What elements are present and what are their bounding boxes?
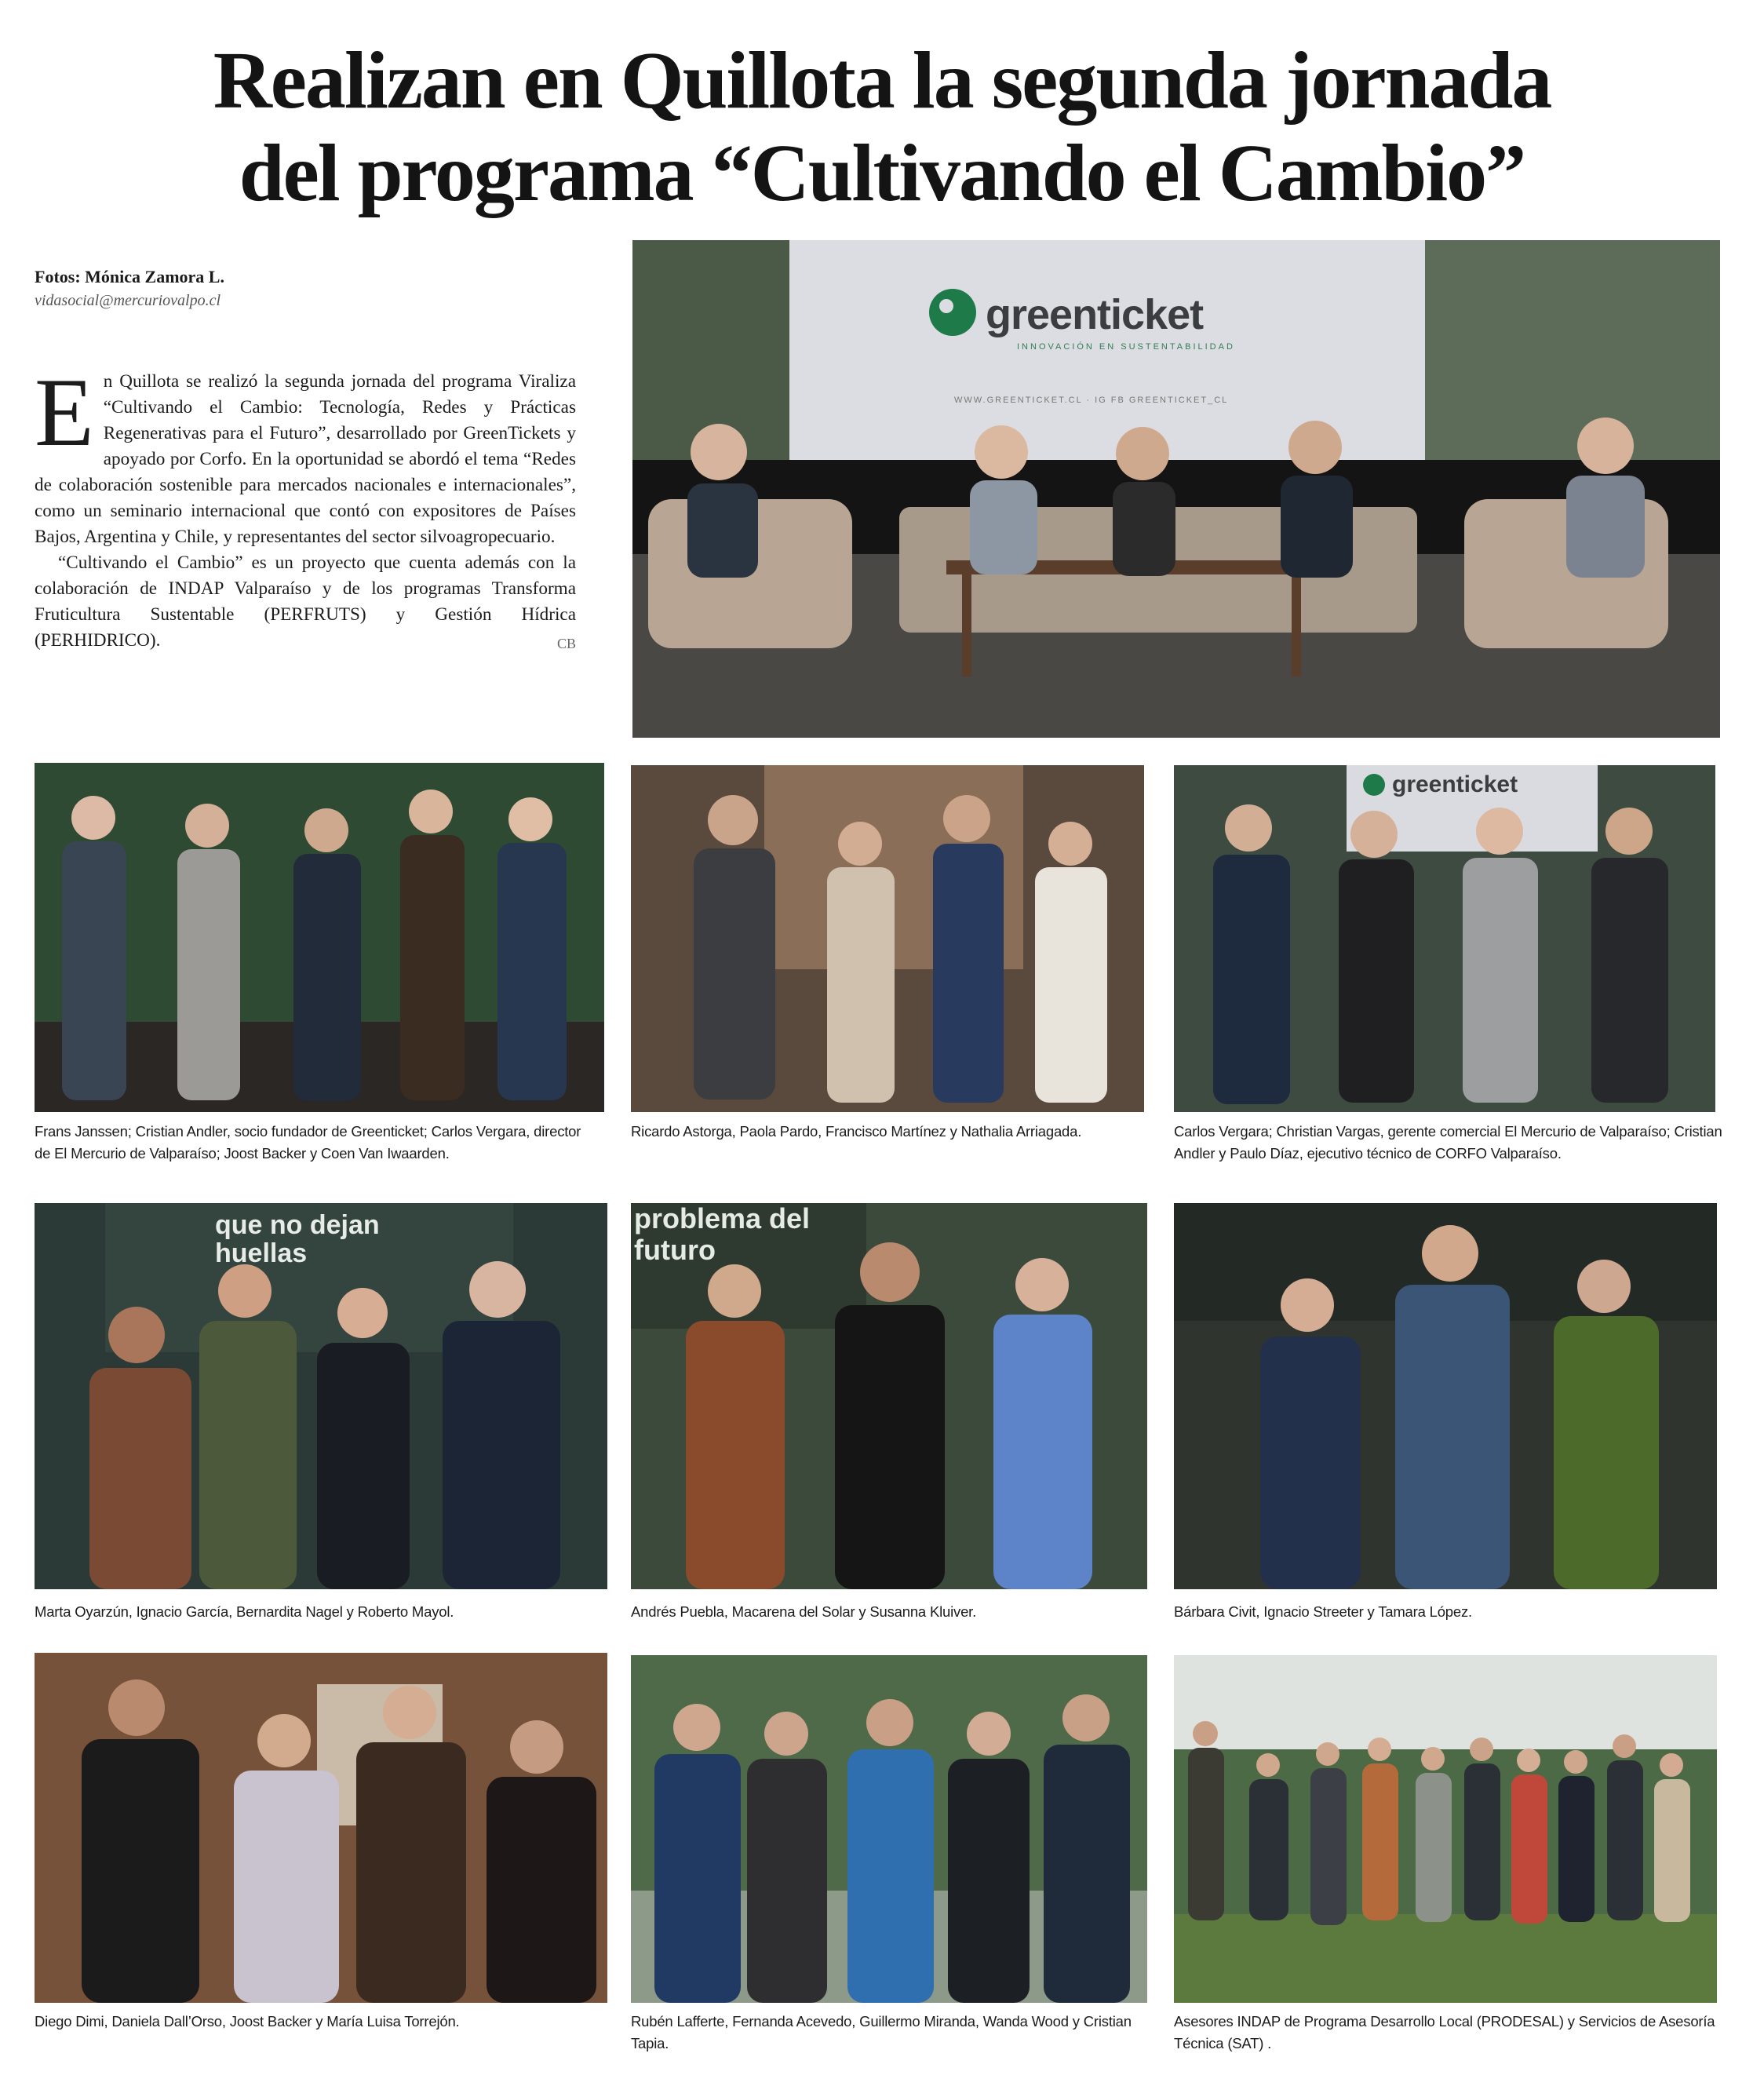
group-illustration-6 [1174, 1203, 1717, 1589]
group-photo-1 [35, 763, 604, 1112]
photographer-credit: Fotos: Mónica Zamora L. [35, 267, 224, 286]
group-photo-6 [1174, 1203, 1717, 1589]
group-photo-2 [631, 765, 1144, 1112]
photo-caption-8: Rubén Lafferte, Fernanda Acevedo, Guillermo Miranda, Wanda Wood y Cristian Tapia. [631, 2013, 1132, 2051]
screen-text-5: problema del futuro [634, 1203, 811, 1266]
photo-caption-3: Carlos Vergara; Christian Vargas, gerente comercial El Mercurio de Valparaíso; Cristian Andler y Paulo Díaz, ejecutivo técnico de CORFO Valparaíso. [1174, 1123, 1722, 1162]
group-photo-4 [35, 1203, 607, 1589]
screen-tagline: INNOVACIÓN EN SUSTENTABILIDAD [1017, 342, 1235, 352]
article-paragraph-2 [35, 550, 576, 654]
group-photo-9 [1174, 1655, 1717, 2003]
screen-text-4: que no dejan huellas [215, 1210, 380, 1268]
main-panel-photo [632, 240, 1720, 738]
headline-line-2: del programa “Cultivando el Cambio” [239, 128, 1525, 218]
screen-footer: WWW.GREENTICKET.CL · IG FB GREENTICKET_CL [954, 396, 1229, 405]
photo-caption-2: Ricardo Astorga, Paola Pardo, Francisco Martínez y Nathalia Arriagada. [631, 1123, 1082, 1140]
group-photo-7 [35, 1653, 607, 2003]
photo-caption-1: Frans Janssen; Cristian Andler, socio fundador de Greenticket; Carlos Vergara, director de El Mercurio de Valparaíso; Joost Backer y Coen Van Iwaarden. [35, 1123, 581, 1162]
photo-caption-5: Andrés Puebla, Macarena del Solar y Susanna Kluiver. [631, 1603, 977, 1620]
group-illustration-2 [631, 765, 1144, 1112]
headline [0, 35, 1764, 220]
group-illustration-9 [1174, 1655, 1717, 2003]
group-illustration-3 [1174, 765, 1715, 1112]
article-paragraph-1 [35, 359, 576, 550]
headline-line-1: Realizan en Quillota la segunda jornada [213, 35, 1551, 126]
end-mark: CB [556, 636, 576, 651]
photo-caption-6: Bárbara Civit, Ignacio Streeter y Tamara López. [1174, 1603, 1472, 1620]
photo-caption-7: Diego Dimi, Daniela Dall’Orso, Joost Backer y María Luisa Torrejón. [35, 2013, 460, 2030]
paragraph-2-text: “Cultivando el Cambio” es un proyecto que cuenta además con la colaboración de INDAP Valparaíso y de los programas Transforma Fruticultura Sustentable (PERFRUTS) y Gestión Hídrica (PERHIDRICO). [35, 553, 576, 651]
article-body [35, 359, 576, 657]
group-photo-5 [631, 1203, 1147, 1589]
photo-caption-4: Marta Oyarzún, Ignacio García, Bernardita Nagel y Roberto Mayol. [35, 1603, 454, 1620]
group-illustration-8 [631, 1655, 1147, 2003]
photo-caption-9: Asesores INDAP de Programa Desarrollo Local (PRODESAL) y Servicios de Asesoría Técnica (SAT) . [1174, 2013, 1715, 2051]
group-photo-3 [1174, 765, 1715, 1112]
group-illustration-1 [35, 763, 604, 1112]
paragraph-1-text: n Quillota se realizó la segunda jornada del programa Viraliza “Cultivando el Cambio: Tecnología, Redes y Prácticas Regenerativas para el Futuro”, desarrollado por GreenTickets y apoyado por Corfo. En la oportunidad se abordó el tema “Redes de colaboración sostenible para mercados nacionales e internacionales”, como un seminario internacional que contó con expositores de Países Bajos, Argentina y Chile, y representantes del sector silvoagropecuario. [35, 371, 576, 547]
screen-brand: greenticket [986, 291, 1204, 338]
contact-email[interactable]: vidasocial@mercuriovalpo.cl [35, 292, 221, 309]
screen-text-3: greenticket [1392, 771, 1518, 797]
greenticket-logo-icon [929, 289, 976, 336]
drop-cap: E [35, 359, 94, 466]
photo-credit [35, 267, 224, 310]
group-illustration-7 [35, 1653, 607, 2003]
group-photo-8 [631, 1655, 1147, 2003]
